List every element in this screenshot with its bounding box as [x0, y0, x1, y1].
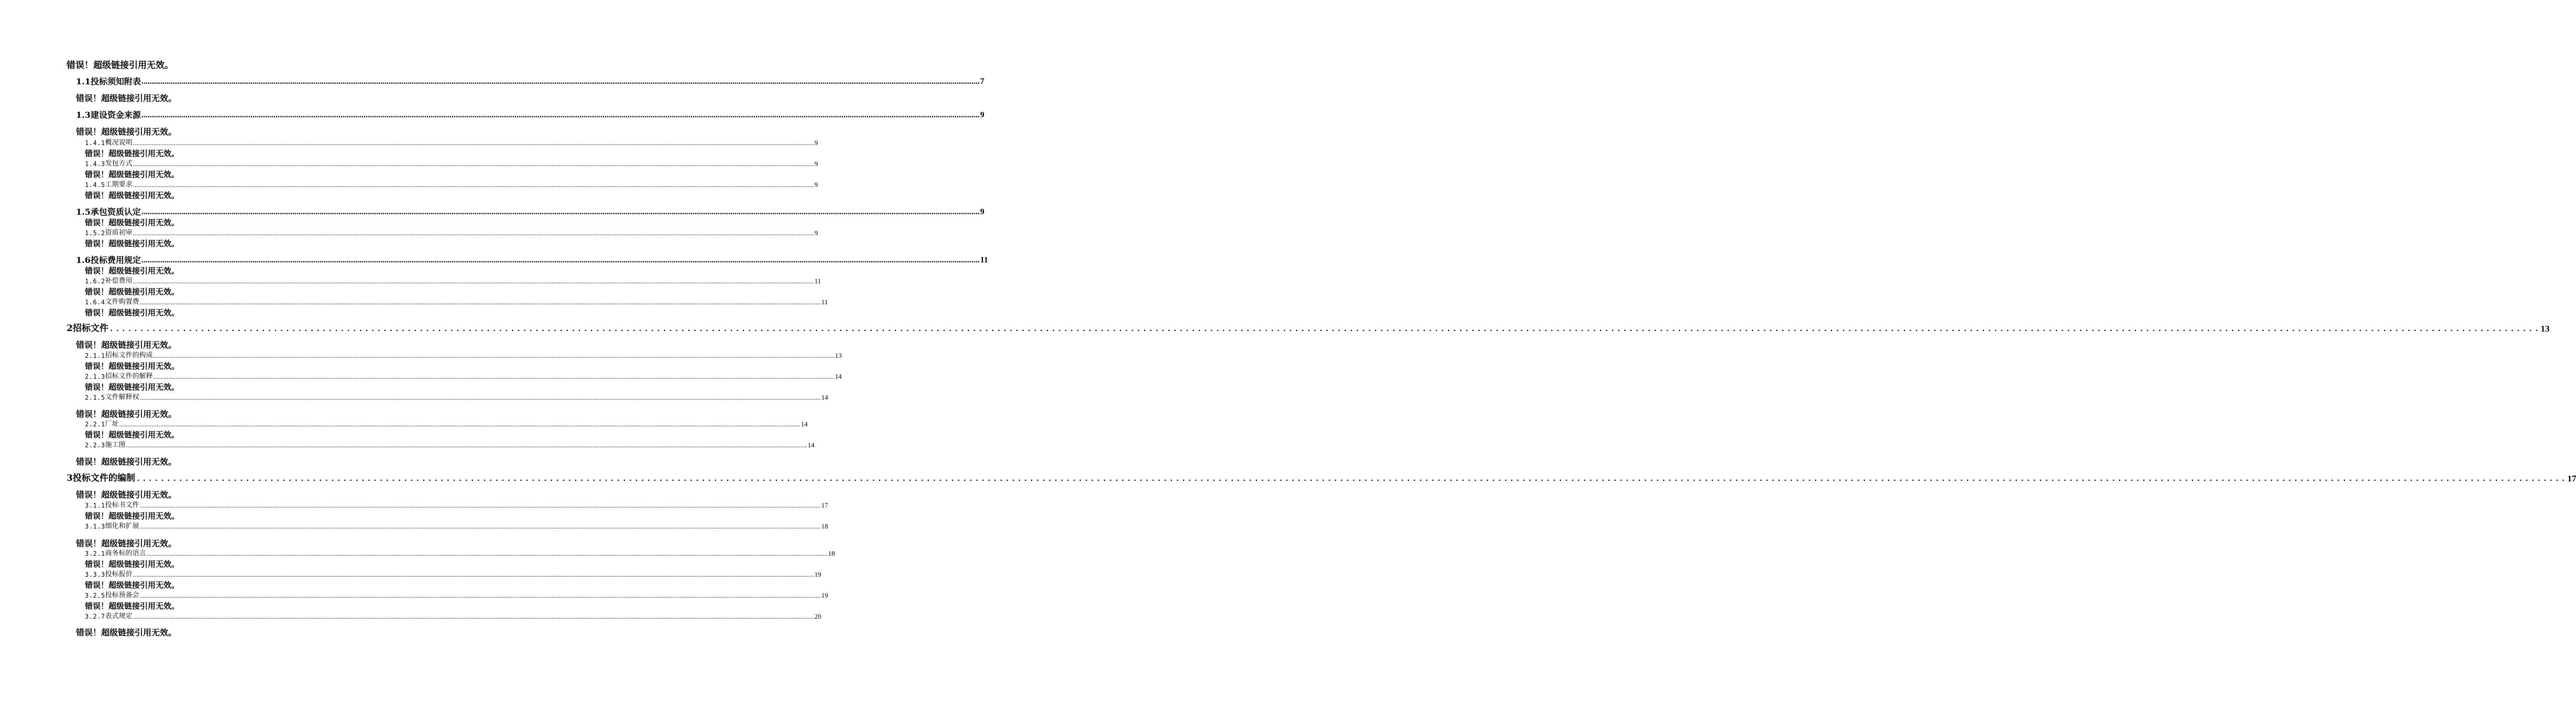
toc-page-number: 18: [821, 522, 828, 530]
toc-dot-leader: ................................................................................................................................................................................................................................................................................................................................................................................................................: [133, 139, 814, 147]
toc-page-number: 9: [814, 160, 818, 168]
toc-dot-leader: ................................................................................................................................................................................................................................................................................................................................................................................................................: [139, 393, 821, 401]
toc-entry-number: 2.1.5: [85, 394, 105, 401]
toc-entry-number: 1.5: [76, 207, 91, 217]
toc-entry[interactable]: [85, 351, 842, 359]
toc-entry[interactable]: [67, 473, 2576, 483]
toc-dot-leader: ................................................................................................................................................................................................................................................................................................................................................................................................................: [133, 570, 814, 578]
toc-entry[interactable]: [85, 298, 828, 306]
toc-dot-leader: ................................................................................................................................................................................................................................................................................................................................................................................................................: [108, 324, 2540, 334]
toc-broken-link[interactable]: 错误！超级链接引用无效。: [76, 457, 177, 467]
toc-entry-title: 施工图: [105, 441, 126, 449]
toc-broken-link[interactable]: 错误！超级链接引用无效。: [85, 361, 180, 371]
toc-entry-number: 1.4.5: [85, 181, 105, 189]
toc-entry-title: 投标书文件: [105, 501, 139, 509]
toc-page-number: 11: [814, 277, 821, 285]
toc-entry-title: 投标须知附表: [90, 76, 141, 86]
toc-entry-number: 1.6.4: [85, 299, 105, 306]
toc-entry[interactable]: [85, 139, 818, 147]
toc-page-number: 17: [821, 501, 828, 509]
toc-dot-leader: ................................................................................................................................................................................................................................................................................................................................................................................................................: [119, 420, 801, 428]
toc-entry-number: 2.1.3: [85, 373, 105, 380]
toc-page-number: 13: [2540, 324, 2550, 334]
toc-entry-title: 投标费用规定: [90, 255, 141, 265]
toc-broken-link[interactable]: 错误！超级链接引用无效。: [76, 93, 177, 103]
toc-entry-number: 3: [67, 473, 73, 483]
toc-entry-title: 工期要求: [105, 181, 133, 189]
toc-broken-link[interactable]: 错误！超级链接引用无效。: [67, 60, 173, 71]
toc-broken-link[interactable]: 错误！超级链接引用无效。: [76, 127, 177, 137]
toc-broken-link[interactable]: 错误！超级链接引用无效。: [76, 628, 177, 637]
toc-page-number: 14: [821, 393, 828, 401]
toc-entry-number: 3.2.7: [85, 613, 105, 620]
toc-entry-title: 承包资质认定: [90, 207, 141, 217]
toc-entry-title: 文件解释权: [105, 393, 139, 401]
toc-entry[interactable]: [85, 372, 842, 380]
toc-entry-number: 1.6: [76, 255, 91, 265]
toc-page-number: 18: [828, 549, 835, 557]
toc-entry-title: 细化和扩展: [105, 522, 139, 530]
toc-entry[interactable]: [85, 501, 828, 509]
toc-entry-title: 投标文件的编制: [72, 473, 135, 483]
toc-broken-link[interactable]: 错误！超级链接引用无效。: [76, 340, 177, 350]
toc-dot-leader: ................................................................................................................................................................................................................................................................................................................................................................................................................: [133, 229, 814, 237]
toc-dot-leader: ................................................................................................................................................................................................................................................................................................................................................................................................................: [141, 111, 980, 119]
toc-entry[interactable]: [85, 549, 835, 557]
toc-dot-leader: ................................................................................................................................................................................................................................................................................................................................................................................................................: [153, 372, 835, 380]
toc-dot-leader: ................................................................................................................................................................................................................................................................................................................................................................................................................: [133, 277, 814, 285]
toc-entry-number: 2.1.1: [85, 352, 105, 359]
toc-entry[interactable]: [85, 570, 821, 578]
toc-dot-leader: ................................................................................................................................................................................................................................................................................................................................................................................................................: [139, 522, 821, 530]
toc-page-number: 19: [821, 591, 828, 599]
toc-dot-leader: ................................................................................................................................................................................................................................................................................................................................................................................................................: [139, 591, 821, 599]
toc-dot-leader: ................................................................................................................................................................................................................................................................................................................................................................................................................: [153, 351, 835, 359]
toc-dot-leader: ................................................................................................................................................................................................................................................................................................................................................................................................................: [126, 441, 807, 449]
toc-broken-link[interactable]: 错误！超级链接引用无效。: [85, 287, 180, 296]
toc-entry-title: 文件购置费: [105, 298, 139, 306]
toc-page-number: 19: [814, 570, 821, 578]
toc-broken-link[interactable]: 错误！超级链接引用无效。: [85, 382, 180, 392]
toc-entry-number: 1.3: [76, 110, 91, 120]
toc-page-number: 7: [980, 77, 984, 86]
toc-entry[interactable]: [85, 591, 828, 599]
toc-broken-link[interactable]: 错误！超级链接引用无效。: [76, 490, 177, 500]
toc-page-number: 14: [807, 441, 815, 449]
toc-page-number: 17: [2567, 474, 2576, 483]
toc-entry-number: 2.2.3: [85, 442, 105, 449]
toc-page-number: 14: [801, 420, 808, 428]
toc-entry[interactable]: [85, 160, 818, 168]
toc-entry-title: 招标文件: [72, 323, 108, 334]
toc-dot-leader: ................................................................................................................................................................................................................................................................................................................................................................................................................: [139, 298, 821, 306]
toc-broken-link[interactable]: 错误！超级链接引用无效。: [85, 580, 180, 590]
toc-entry-number: 1.4.3: [85, 160, 105, 168]
toc-broken-link[interactable]: 错误！超级链接引用无效。: [85, 559, 180, 569]
toc-entry-title: 商务标的语言: [105, 549, 146, 557]
toc-entry-number: 3.2.5: [85, 592, 105, 599]
toc-entry[interactable]: [85, 522, 828, 530]
toc-entry-title: 招标文件的解释: [105, 372, 153, 380]
toc-dot-leader: ................................................................................................................................................................................................................................................................................................................................................................................................................: [141, 256, 980, 265]
toc-entry[interactable]: [76, 207, 984, 217]
toc-page-number: 9: [814, 229, 818, 237]
toc-entry[interactable]: [85, 441, 815, 449]
toc-broken-link[interactable]: 错误！超级链接引用无效。: [85, 149, 180, 158]
toc-entry[interactable]: [85, 229, 818, 237]
toc-entry[interactable]: [85, 181, 818, 189]
toc-broken-link[interactable]: 错误！超级链接引用无效。: [85, 170, 180, 179]
toc-page-number: 20: [814, 612, 821, 620]
toc-broken-link[interactable]: 错误！超级链接引用无效。: [85, 218, 180, 227]
toc-entry-number: 2.2.1: [85, 421, 105, 428]
toc-entry[interactable]: [76, 76, 984, 86]
toc-entry[interactable]: [76, 255, 988, 265]
toc-entry[interactable]: [85, 420, 808, 428]
toc-entry-number: 1.6.2: [85, 278, 105, 285]
toc-entry-number: 3.1.1: [85, 502, 105, 509]
toc-dot-leader: ................................................................................................................................................................................................................................................................................................................................................................................................................: [133, 181, 814, 189]
toc-broken-link[interactable]: 错误！超级链接引用无效。: [85, 191, 180, 200]
toc-entry-title: 表式规定: [105, 612, 133, 620]
toc-broken-link[interactable]: 错误！超级链接引用无效。: [85, 430, 180, 439]
toc-dot-leader: ................................................................................................................................................................................................................................................................................................................................................................................................................: [146, 549, 828, 557]
toc-entry-number: 3.1.3: [85, 523, 105, 530]
toc-page-number: 13: [835, 351, 842, 359]
toc-entry-title: 发包方式: [105, 160, 133, 168]
toc-page-number: 14: [835, 372, 842, 380]
toc-page-number: 11: [821, 298, 828, 306]
toc-entry-title: 厂址: [105, 420, 119, 428]
toc-dot-leader: ................................................................................................................................................................................................................................................................................................................................................................................................................: [141, 207, 980, 216]
toc-entry-title: 招标文件的构成: [105, 351, 153, 359]
toc-entry-title: 建设资金来源: [90, 110, 141, 120]
toc-entry[interactable]: [67, 323, 2550, 334]
toc-entry-number: 1.1: [76, 76, 91, 86]
toc-entry-title: 投标预备会: [105, 591, 139, 599]
toc-dot-leader: ................................................................................................................................................................................................................................................................................................................................................................................................................: [139, 501, 821, 509]
toc-broken-link[interactable]: 错误！超级链接引用无效。: [85, 239, 180, 248]
toc-dot-leader: ................................................................................................................................................................................................................................................................................................................................................................................................................: [141, 77, 980, 86]
toc-entry-number: 1.5.2: [85, 229, 105, 237]
toc-page-number: 9: [980, 207, 984, 216]
toc-dot-leader: ................................................................................................................................................................................................................................................................................................................................................................................................................: [133, 160, 814, 168]
toc-broken-link[interactable]: 错误！超级链接引用无效。: [76, 538, 177, 548]
toc-entry[interactable]: [85, 277, 821, 285]
toc-entry-title: 概况说明: [105, 139, 133, 147]
toc-entry-title: 投标报价: [105, 570, 133, 578]
toc-entry[interactable]: [76, 110, 984, 120]
toc-broken-link[interactable]: 错误！超级链接引用无效。: [85, 308, 180, 317]
toc-entry-number: 3.2.1: [85, 550, 105, 557]
toc-dot-leader: ................................................................................................................................................................................................................................................................................................................................................................................................................: [135, 474, 2567, 483]
toc-broken-link[interactable]: 错误！超级链接引用无效。: [85, 511, 180, 521]
toc-broken-link[interactable]: 错误！超级链接引用无效。: [85, 601, 180, 611]
toc-page-number: 9: [814, 139, 818, 147]
toc-entry-title: 资质初审: [105, 229, 133, 237]
toc-broken-link[interactable]: 错误！超级链接引用无效。: [85, 266, 180, 276]
toc-entry[interactable]: [85, 393, 828, 401]
toc-dot-leader: ................................................................................................................................................................................................................................................................................................................................................................................................................: [133, 612, 814, 620]
toc-entry-number: 2: [67, 323, 73, 334]
toc-entry-number: 3.3.3: [85, 571, 105, 578]
toc-entry-number: 1.4.1: [85, 139, 105, 147]
toc-page-number: 9: [814, 181, 818, 189]
toc-entry-title: 补偿费用: [105, 277, 133, 285]
toc-page-number: 11: [980, 256, 988, 265]
toc-broken-link[interactable]: 错误！超级链接引用无效。: [76, 409, 177, 419]
toc-entry[interactable]: [85, 612, 821, 620]
toc-page-number: 9: [980, 111, 984, 119]
